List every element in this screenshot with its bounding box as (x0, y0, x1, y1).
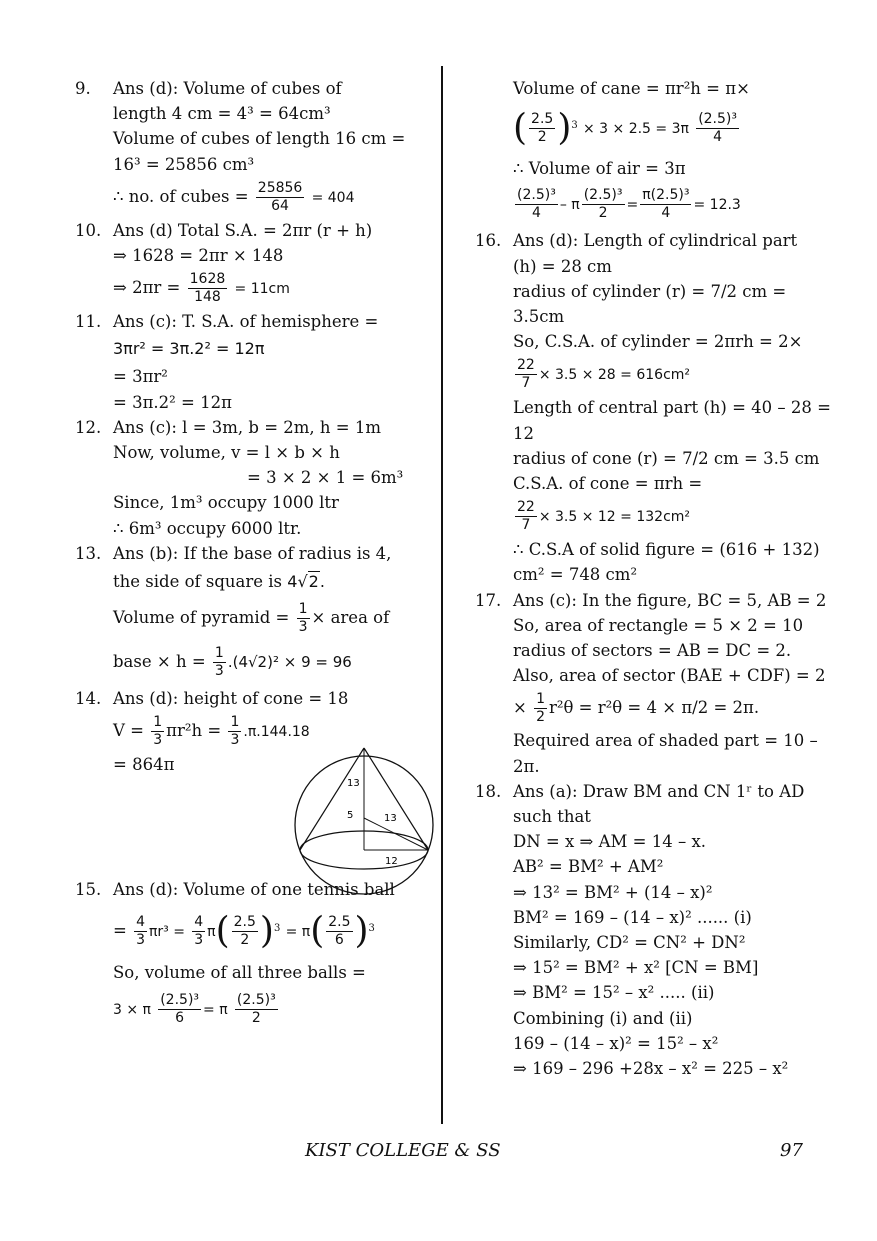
q16-line3: radius of cylinder (r) = 7/2 cm = (513, 281, 787, 301)
q16-line7: Length of central part (h) = 40 – 28 = (513, 398, 831, 418)
q16-line1: 16. Ans (d): Length of cylindrical part (475, 231, 798, 251)
q11-line1: 11. Ans (c): T. S.A. of hemisphere = (75, 312, 379, 332)
q17-line5: × $\frac{1}{2}$ r²θ = r²θ = 4 × π/2 = 2π. (513, 691, 760, 726)
q13-fraction-2: $\frac{1}{3}$ (214, 645, 224, 680)
q12-line2: Now, volume, v = l × b × h (113, 443, 340, 463)
q17-line2: So, area of rectangle = 5 × 2 = 10 (513, 615, 804, 635)
q12-line4: Since, 1m³ occupy 1000 ltr (113, 493, 339, 513)
label-13-side: 13 (384, 813, 397, 824)
q17-line4: Also, area of sector (BAE + CDF) = 2 (513, 666, 826, 686)
q15-line3: So, volume of all three balls = (113, 962, 366, 982)
footer-college-name: KIST COLLEGE & SS (305, 1140, 501, 1161)
q14-fraction-2: $\frac{1}{3}$ (230, 714, 240, 749)
q13-line1: 13. Ans (b): If the base of radius is 4, (75, 543, 392, 563)
q9-line5: ∴ no. of cubes = $\frac{25856}{64}$ = 404 (113, 179, 355, 214)
q17-line7: 2π. (513, 756, 540, 776)
q18-line12: ⇒ 169 – 296 +28x – x² = 225 – x² (513, 1059, 789, 1079)
q9-line2: length 4 cm = 4³ = 64cm³ (113, 104, 331, 124)
q14-line3: = 864π (113, 755, 175, 775)
label-13-top: 13 (347, 778, 360, 789)
q13-fraction-1: $\frac{1}{3}$ (298, 601, 308, 636)
q17-line3: radius of sectors = AB = DC = 2. (513, 641, 792, 661)
q18-line8: ⇒ 15² = BM² + x² [CN = BM] (513, 958, 759, 978)
q10-line3: ⇒ 2πr = $\frac{1628}{148}$ = 11cm (113, 271, 290, 306)
q14-line2: V = $\frac{1}{3}$ πr²h = $\frac{1}{3}$ .π.144.18 (113, 714, 310, 749)
q16-line10: C.S.A. of cone = πrh = (513, 474, 703, 494)
q18-line9: ⇒ BM² = 15² – x² ..... (ii) (513, 983, 715, 1003)
q12-line3: = 3 × 2 × 1 = 6m³ (247, 468, 404, 488)
q13-line3: Volume of pyramid = $\frac{1}{3}$ × area of (113, 601, 390, 636)
q18-line3: DN = x ⇒ AM = 14 – x. (513, 832, 707, 852)
q18-line10: Combining (i) and (ii) (513, 1008, 693, 1028)
q18-line4: AB² = BM² + AM² (513, 857, 664, 877)
q15-line2: = $\frac{4}{3}$ πr³ = $\frac{4}{3}$ π( $\frac{2.5}{2}$ )$^3$ = π( $\frac{2.5}{6}$ )$^3$ (113, 910, 375, 952)
q11-line2: 3πr² = 3π.2² = 12π (113, 339, 265, 359)
q18-line2: such that (513, 807, 591, 827)
q16-line11: $\frac{22}{7}$ × 3.5 × 12 = 132cm² (517, 499, 691, 534)
q15c-line3: ∴ Volume of air = 3π (513, 159, 686, 179)
q9-line4: 16³ = 25856 cm³ (113, 154, 255, 174)
q16-line13: cm² = 748 cm² (513, 565, 638, 585)
q18-line11: 169 – (14 – x)² = 15² – x² (513, 1033, 719, 1053)
label-5: 5 (347, 810, 354, 821)
q15c-line2: ( $\frac{2.5}{2}$ )$^3$ × 3 × 2.5 = 3π $\frac{\text{(2.5)³}}{4}$ (513, 107, 737, 149)
q9-fraction: $\frac{25856}{64}$ (257, 179, 303, 214)
q10-line1: 10. Ans (d) Total S.A. = 2πr (r + h) (75, 220, 373, 240)
right-column (475, 76, 831, 1081)
q15c-line1: Volume of cane = πr²h = π× (513, 79, 750, 98)
q12-line1: 12. Ans (c): l = 3m, b = 2m, h = 1m (75, 417, 381, 437)
q16-line5: So, C.S.A. of cylinder = 2πrh = 2× (513, 332, 803, 352)
q13-line2: the side of square is 4√2. (113, 572, 325, 592)
q13-line4: base × h = $\frac{1}{3}$ .(4√2)² × 9 = 96 (113, 645, 352, 680)
q14-fraction-1: $\frac{1}{3}$ (153, 714, 163, 749)
q18-line6: BM² = 169 – (14 – x)² ...... (i) (513, 907, 752, 927)
q15c-line4: $\frac{\text{(2.5)³}}{4}$ – π $\frac{\text{(2.5)³}}{2}$ = $\frac{\text{π(2.5)³}}{4}$ = 12.3 (517, 187, 741, 222)
q16-line9: radius of cone (r) = 7/2 cm = 3.5 cm (513, 448, 820, 468)
q15-line4: 3 × π $\frac{\text{(2.5)³}}{6}$ = π $\frac{\text{(2.5)³}}{2}$ (113, 991, 276, 1026)
q9-line3: Volume of cubes of length 16 cm = (113, 129, 406, 149)
label-12: 12 (385, 856, 398, 867)
q11-line4: = 3π.2² = 12π (113, 392, 232, 412)
q17-line1: 17. Ans (c): In the figure, BC = 5, AB = 2 (475, 590, 827, 610)
q14-line1: 14. Ans (d): height of cone = 18 (75, 689, 349, 709)
q11-line3: = 3πr² (113, 367, 168, 387)
q16-line6: $\frac{22}{7}$ × 3.5 × 28 = 616cm² (517, 357, 691, 392)
q16-line4: 3.5cm (513, 307, 565, 327)
q18-line1: 18. Ans (a): Draw BM and CN 1ʳ to AD (475, 781, 805, 801)
q18-line7: Similarly, CD² = CN² + DN² (513, 933, 746, 953)
q16-line12: ∴ C.S.A of solid figure = (616 + 132) (513, 540, 820, 560)
q10-fraction: $\frac{1628}{148}$ (189, 271, 226, 306)
q9-line1: 9. Ans (d): Volume of cubes of (75, 79, 342, 98)
q10-line2: ⇒ 1628 = 2πr × 148 (113, 246, 284, 266)
q18-line5: ⇒ 13² = BM² + (14 – x)² (513, 882, 713, 902)
q16-line8: 12 (513, 423, 534, 443)
q12-line5: ∴ 6m³ occupy 6000 ltr. (113, 518, 302, 538)
page-number: 97 (780, 1140, 803, 1161)
cone-in-sphere-figure (292, 745, 437, 905)
q15-line1: 15. Ans (d): Volume of one tennis ball (75, 880, 395, 900)
column-divider (441, 66, 443, 1124)
q16-line2: (h) = 28 cm (513, 256, 612, 276)
q17-line6: Required area of shaded part = 10 – (513, 731, 818, 751)
